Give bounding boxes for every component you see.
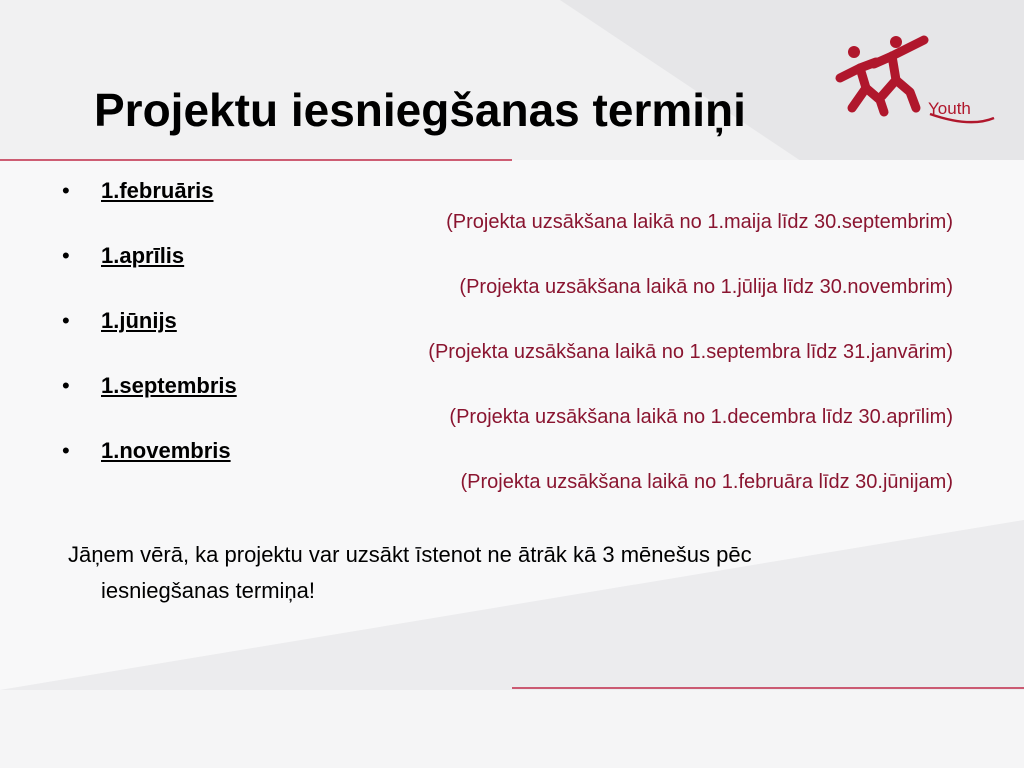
- deadline-note: (Projekta uzsākšana laikā no 1.jūlija līdz 30.novembrim): [459, 276, 953, 298]
- deadline-note: (Projekta uzsākšana laikā no 1.decembra līdz 30.aprīlim): [449, 406, 953, 428]
- deadline-note: (Projekta uzsākšana laikā no 1.septembra līdz 31.janvārim): [428, 341, 953, 363]
- bullet-icon: •: [62, 373, 70, 398]
- bullet-icon: •: [62, 308, 70, 333]
- deadline-note: (Projekta uzsākšana laikā no 1.februāra līdz 30.jūnijam): [460, 471, 953, 493]
- deadline-note: (Projekta uzsākšana laikā no 1.maija līdz 30.septembrim): [446, 211, 953, 233]
- deadline-date: 1.septembris: [101, 373, 237, 398]
- deadline-date: 1.jūnijs: [101, 308, 177, 333]
- slide-title: Projektu iesniegšanas termiņi: [94, 84, 746, 136]
- deadline-item: [0, 437, 1024, 499]
- deadline-item: [0, 307, 1024, 369]
- note-line-2: iesniegšanas termiņa!: [101, 578, 316, 603]
- deadline-date: 1.novembris: [101, 438, 231, 463]
- bullet-icon: •: [62, 438, 70, 463]
- youth-logo-text: Youth: [928, 99, 971, 118]
- deadline-date: 1.februāris: [101, 178, 214, 203]
- deadline-item: [0, 372, 1024, 434]
- start-date-note: [68, 537, 968, 609]
- note-line-1: Jāņem vērā, ka projektu var uzsākt īstenot ne ātrāk kā 3 mēnešus pēc: [68, 542, 752, 567]
- deadline-item: [0, 242, 1024, 304]
- deadline-item: [0, 177, 1024, 239]
- bullet-icon: •: [62, 178, 70, 203]
- bullet-icon: •: [62, 243, 70, 268]
- deadline-date: 1.aprīlis: [101, 243, 185, 268]
